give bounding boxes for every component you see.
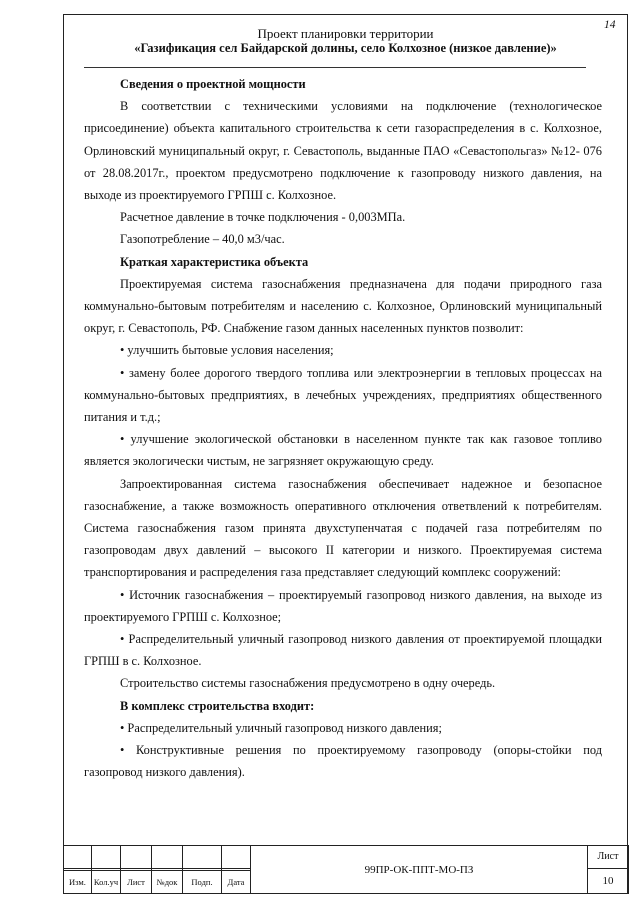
paragraph: • Распределительный уличный газопровод низкого давления от проектируемой площадки ГРПШ в с. Колхозное. [84, 632, 602, 669]
paragraph: • Конструктивные решения по проектируемому газопроводу (опоры-стойки под газопровод низкого давления). [84, 743, 602, 780]
document-body [84, 73, 602, 784]
stamp-cell [152, 846, 183, 869]
section-heading: Сведения о проектной мощности [120, 77, 306, 91]
page-number: 14 [604, 19, 616, 31]
stamp-col-list: Лист [121, 871, 152, 894]
stamp-cell [222, 846, 251, 869]
paragraph: • Источник газоснабжения – проектируемый газопровод низкого давления, на выходе из проектируемого ГРПШ с. Колхозное; [84, 587, 602, 624]
paragraph: Проектируемая система газоснабжения предназначена для подачи природного газа коммунально-бытовым потребителям и населению с. Колхозное, Орлиновский муниципальный округ, г. Севастополь, РФ. Снабжение газом данных населенных пунктов позволит: [84, 276, 602, 336]
stamp-cell [183, 846, 222, 869]
document-code: 99ПР-ОК-ППТ-МО-ПЗ [251, 846, 588, 894]
stamp-cell [121, 846, 152, 869]
paragraph: • улучшить бытовые условия населения; [120, 343, 334, 358]
paragraph: • улучшение экологической обстановки в населенном пункте так как газовое топливо является экологически чистым, не загрязняет окружающую среду. [84, 432, 602, 469]
stamp-cell [64, 846, 92, 869]
header-title: Проект планировки территории [257, 26, 434, 41]
section-heading: Краткая характеристика объекта [120, 254, 309, 269]
paragraph: Запроектированная система газоснабжения обеспечивает надежное и безопасное газоснабжение, а также возможность оперативного отключения ответвлений к потребителям. Система газоснабжения газом принята двухступенчатая с подачей газа потребителям по газопроводам двух давлений – высокого II категории и низкого. Проектируемая система транспортирования и распределения газа представляет следующий комплекс сооружений: [84, 476, 602, 580]
stamp-col-podp: Подп. [183, 871, 222, 894]
section-heading: В комплекс строительства входит: [120, 698, 315, 713]
paragraph: Строительство системы газоснабжения предусмотрено в одну очередь. [120, 676, 496, 691]
stamp-col-kol-uch: Кол.уч [92, 871, 121, 894]
stamp-col-data: Дата [222, 871, 251, 894]
stamp-col-ndok: №док [152, 871, 183, 894]
header-divider [84, 67, 586, 68]
paragraph: • Распределительный уличный газопровод низкого давления; [120, 720, 442, 735]
sheet-number: 10 [588, 868, 629, 893]
paragraph: • замену более дорогого твердого топлива или электроэнергии в тепловых процессах на коммунально-бытовых предприятиях, в лечебных учреждениях, предприятиях общественного питания и т.д.; [84, 365, 602, 425]
header-subtitle: «Газификация сел Байдарской долины, село Колхозное (низкое давление)» [134, 41, 557, 55]
stamp-cell [92, 846, 121, 869]
paragraph: Газопотребление – 40,0 м3/час. [120, 232, 285, 247]
stamp-col-izm: Изм. [64, 871, 92, 894]
title-block [63, 845, 629, 894]
paragraph: Расчетное давление в точке подключения - 0,003МПа. [120, 210, 406, 225]
paragraph: В соответствии с техническими условиями на подключение (технологическое присоединение) объекта капитального строительства к сети газораспределения в с. Колхозное, Орлиновский муниципальный округ, г. Севастополь, выданные ПАО «Севастопольгаз» №12- 076 от 28.08.2017г., проектом предусмотрено подключение к газопроводу низкого давления, на выходе из проектируемого ГРПШ с. Колхозное. [84, 99, 602, 203]
sheet-label: Лист [588, 846, 629, 869]
